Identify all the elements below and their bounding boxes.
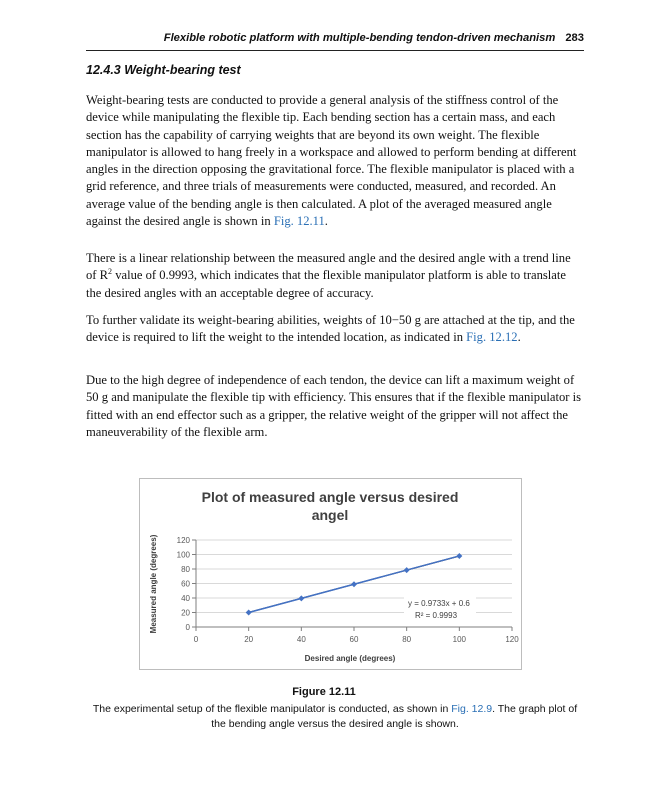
y-tick-label-0: 0 bbox=[185, 623, 190, 632]
x-axis-label: Desired angle (degrees) bbox=[304, 654, 396, 663]
paragraph-2 bbox=[86, 250, 584, 302]
measured-vs-desired-chart bbox=[140, 479, 521, 669]
x-tick-label-0: 0 bbox=[193, 635, 199, 644]
page-number: 283 bbox=[565, 32, 584, 44]
figure-12-9-link[interactable]: Fig. 12.9 bbox=[451, 703, 493, 715]
x-tick-label-1: 20 bbox=[244, 635, 254, 644]
data-point-1 bbox=[298, 595, 304, 601]
running-head bbox=[86, 32, 584, 44]
data-point-4 bbox=[456, 553, 462, 559]
paragraph-1 bbox=[86, 92, 584, 230]
paragraph-1-text: Weight-bearing tests are conducted to provide a general analysis of the stiffness control of the device while manipulating the flexible tip. Each bending section has a certain mass, and each section has the capability of carrying weights that are beyond its own weight. The flexible manipulator is allowed to hang freely in a workspace and allowed to perform bending at different angles in the direction opposing the gravitational force. The flexible manipulator is placed with a grid reference, and three trials of measurements were conducted, measured, and recorded. An average value of the bending angle is then calculated. A plot of the averaged measured angle against the desired angle is shown in bbox=[86, 93, 577, 229]
data-point-3 bbox=[404, 567, 410, 573]
paragraph-4: Due to the high degree of independence of each tendon, the device can lift a maximum weight of 50 g and manipulate the flexible tip with efficiency. This ensures that if the flexible manipulator is fitted with an end effector such as a gripper, the relative weight of the gripper will not affect the maneuverability of the flexible arm. bbox=[86, 373, 581, 439]
data-point-0 bbox=[246, 610, 252, 616]
y-tick-label-3: 60 bbox=[181, 579, 190, 589]
figure-12-11-link[interactable]: Fig. 12.11 bbox=[273, 214, 325, 229]
figure-caption-after: . The graph plot of the bending angle versus the desired angle is shown. bbox=[211, 703, 578, 730]
y-tick-label-1: 20 bbox=[181, 608, 190, 618]
chart-frame bbox=[139, 478, 522, 670]
data-point-2 bbox=[351, 581, 357, 587]
trendline-equation: y = 0.9733x + 0.6 bbox=[408, 599, 470, 608]
paragraph-3 bbox=[86, 312, 584, 347]
x-tick-label-3: 60 bbox=[349, 635, 359, 644]
figure-caption-before: The experimental setup of the flexible manipulator is conducted, as shown in bbox=[92, 703, 452, 715]
figure-label: Figure 12.11 bbox=[292, 686, 356, 698]
figure-12-12-link[interactable]: Fig. 12.12 bbox=[466, 330, 518, 345]
trendline-r-squared: R² = 0.9993 bbox=[415, 611, 458, 620]
paragraph-3-text: To further validate its weight-bearing abilities, weights of 10−50 g are attached at the tip, and the device is required to lift the weight to the intended location, as indicated in bbox=[86, 313, 575, 345]
chart-title-line-1: Plot of measured angle versus desired bbox=[201, 489, 459, 505]
x-tick-label-2: 40 bbox=[296, 635, 306, 644]
y-tick-label-2: 40 bbox=[181, 594, 190, 603]
y-axis-label: Measured angle (degrees) bbox=[149, 534, 158, 634]
section-title: 12.4.3 Weight-bearing test bbox=[86, 63, 241, 77]
y-tick-label-5: 100 bbox=[176, 550, 190, 560]
r-squared-superscript: 2 bbox=[108, 267, 113, 277]
header-rule bbox=[86, 50, 584, 51]
y-tick-label-4: 80 bbox=[181, 565, 190, 574]
paragraph-2-before: There is a linear relationship between the measured angle and the desired angle with a trend line of R bbox=[86, 251, 571, 283]
y-tick-label-6: 120 bbox=[176, 536, 190, 545]
chart-title-line-2: angel bbox=[311, 507, 349, 523]
figure-caption bbox=[86, 702, 584, 732]
x-tick-label-5: 100 bbox=[452, 635, 467, 644]
paragraph-3-end: . bbox=[517, 330, 521, 345]
running-title: Flexible robotic platform with multiple-bending tendon-driven mechanism bbox=[163, 32, 556, 44]
x-tick-label-6: 120 bbox=[505, 635, 519, 644]
x-tick-label-4: 80 bbox=[402, 635, 412, 644]
paragraph-2-after: value of 0.9993, which indicates that the flexible manipulator platform is able to translate the desired angles with an acceptable degree of accuracy. bbox=[86, 268, 566, 300]
paragraph-1-end: . bbox=[324, 214, 328, 229]
